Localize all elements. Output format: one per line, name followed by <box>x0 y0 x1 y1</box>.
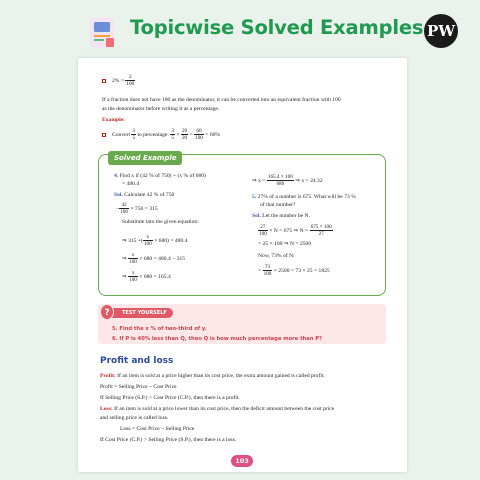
question-5: 5. 27% of a number is 675. What will be 73 % <box>252 194 356 200</box>
solved-example-tab: Solved Example <box>108 151 182 165</box>
question-4: 4. Find x if (42 % of 750) + (x % of 680) <box>114 173 206 179</box>
loss-definition-line2: and selling price is called loss. <box>100 415 169 421</box>
solution-step: = $\frac{73}{100}$ × 2500 = 73 × 25 = 1825 <box>258 264 330 277</box>
solution-result: ⇒ x = $\frac{165.4 \times 100}{680}$ ⇒ x = 24.32 <box>252 174 323 187</box>
example-label: Example: <box>102 117 125 123</box>
solution-step: Sol. Let the number be N. <box>252 213 310 219</box>
solution-step: ⇒ $\frac{x}{100}$ × 680 = 165.4 <box>122 270 171 283</box>
solution-step: $\frac{27}{100}$ × N = 675 ⇒ N = $\frac{675 \times 100}{27}$ <box>259 224 332 237</box>
profit-definition: Profit: If an item is sold at a price higher than its cost price, the extra amount gained is called profit. <box>100 373 325 379</box>
paragraph-line: as the denominator before writing it as a percentage. <box>102 106 220 112</box>
test-question-5: 5. Find the x % of two-third of y. <box>112 326 207 332</box>
loss-condition: If Cost Price (C.P.) > Selling Price (S.P.), then there is a loss. <box>100 437 237 443</box>
page-number: 103 <box>231 455 253 467</box>
solution-step: = 25 × 100 ⇒ N = 2500 <box>258 241 312 247</box>
test-question-6: 6. If P is 40% less than Q, then Q is how much percentage more than P? <box>112 336 323 342</box>
page-title: Topicwise Solved Examples <box>130 16 424 39</box>
section-title: Profit and loss <box>100 356 174 366</box>
solution-step: − $\frac{42}{100}$ × 750 = 315 <box>116 202 158 215</box>
solution-step: Now, 73% of N: <box>258 253 295 259</box>
percentage-bullet: 2% = $\frac{2}{100}$ <box>102 74 135 87</box>
question-5-line2: of that number? <box>260 202 296 208</box>
paragraph-line: If a fraction does not have 100 as the denominator, it can be converted into an equivalent fraction with 100 <box>102 97 341 103</box>
profit-formula: Profit = Selling Price − Cost Price <box>100 384 177 390</box>
textbook-page <box>78 58 407 472</box>
convert-example: Convert $\frac{3}{5}$ to percentage: $\frac{3}{5}$ × $\frac{20}{20}$ = $\frac{60}{100}$ = 60% <box>102 128 220 141</box>
profit-condition: If Selling Price (S.P.) > Cost Price (C.P.), then there is a profit. <box>100 395 240 401</box>
solution-step: ⇒ $\frac{x}{100}$ × 680 = 480.4 − 315 <box>122 252 186 265</box>
test-yourself-tab: TEST YOURSELF <box>108 308 173 318</box>
bullet-icon <box>102 79 106 83</box>
question-mark-icon: ? <box>100 304 114 320</box>
loss-definition: Loss: If an item is sold at a price lower than its cost price, then the deficit amount between the cost price <box>100 406 335 412</box>
pw-logo: PW <box>424 14 458 48</box>
solution-step: ⇒ 315 +( $\frac{x}{100}$ × 680) = 480.4 <box>122 234 188 247</box>
header <box>0 0 480 64</box>
solution-step: Sol. Calculate 42 % of 750 <box>114 192 175 198</box>
bullet-icon <box>102 133 106 137</box>
solution-step: Substitute into the given equation: <box>122 219 199 225</box>
worksheet-icon <box>88 16 118 50</box>
loss-formula: Loss = Cost Price − Selling Price <box>120 426 195 432</box>
question-4-line2: = 480.4 <box>122 181 140 187</box>
